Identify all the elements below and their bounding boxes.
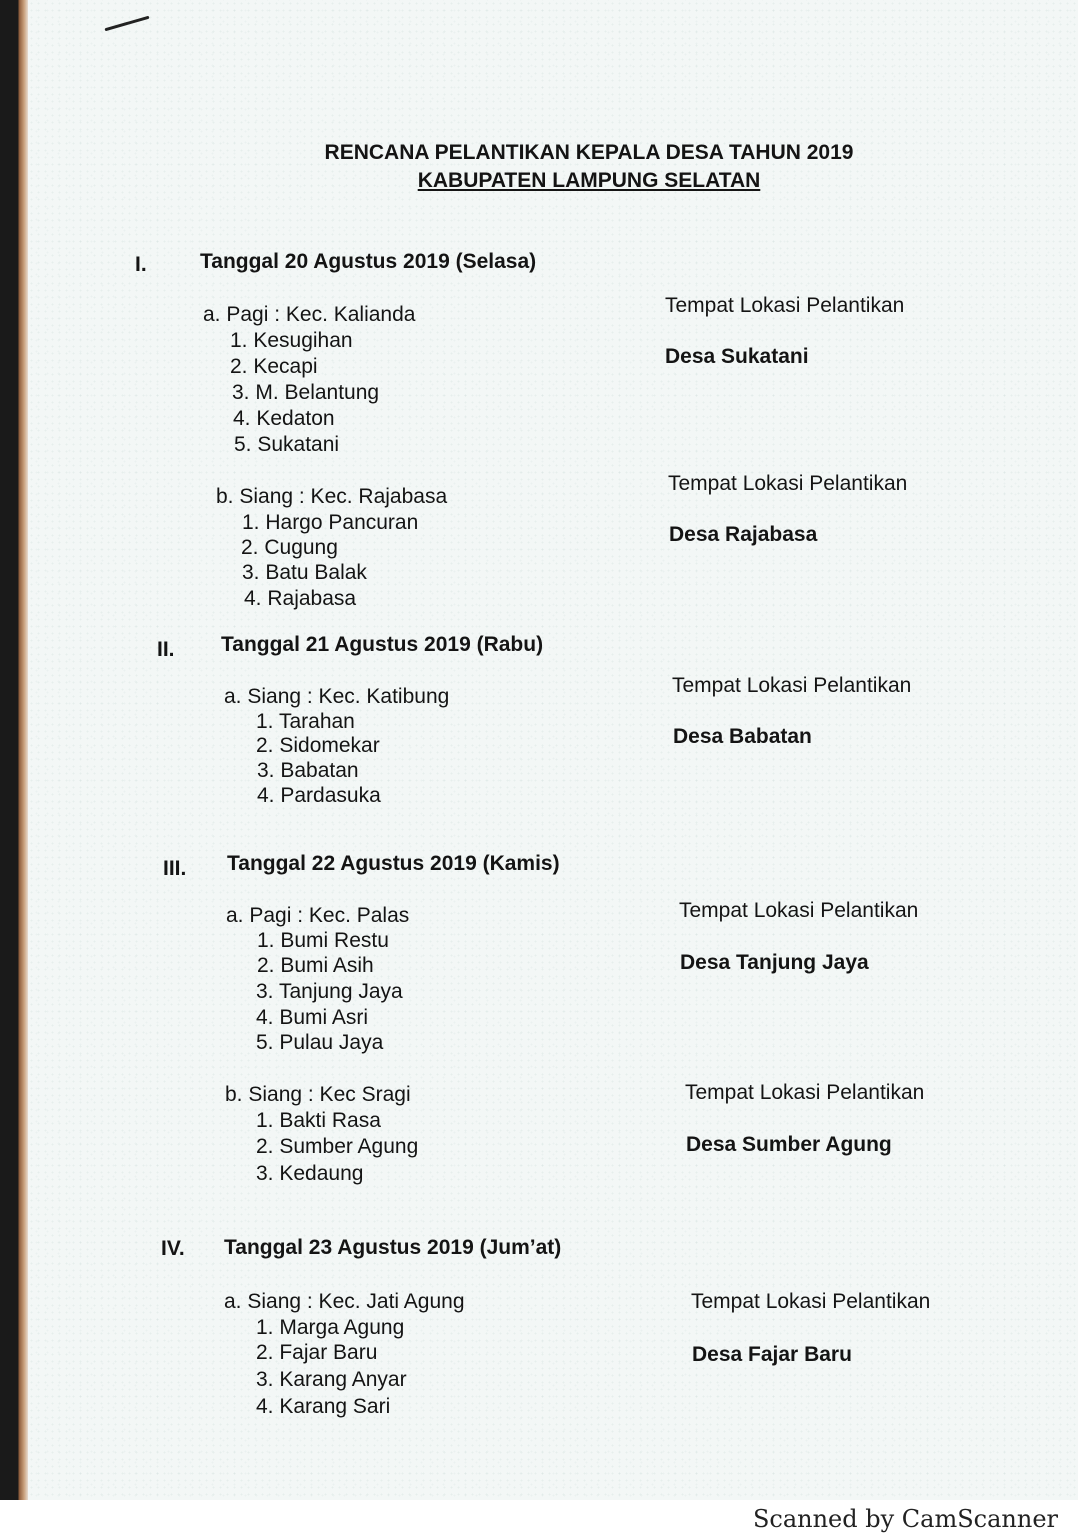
list-item: 5. Pulau Jaya [256, 1031, 384, 1054]
section-1-date: Tanggal 20 Agustus 2019 (Selasa) [200, 250, 537, 273]
document-title: RENCANA PELANTIKAN KEPALA DESA TAHUN 2019 [324, 141, 854, 164]
section-3-group-a-location-label: Tempat Lokasi Pelantikan [679, 899, 919, 922]
section-3-group-a-location: Desa Tanjung Jaya [680, 951, 869, 974]
section-4-numeral: IV. [161, 1237, 185, 1260]
list-item: 3. Babatan [257, 759, 359, 782]
list-item: 1. Bumi Restu [257, 929, 389, 952]
section-2-group-a-location-label: Tempat Lokasi Pelantikan [672, 674, 912, 697]
list-item: 1. Tarahan [256, 710, 355, 733]
section-3-numeral: III. [163, 857, 187, 880]
section-1-group-a-location-label: Tempat Lokasi Pelantikan [665, 294, 905, 317]
document-subtitle: KABUPATEN LAMPUNG SELATAN [417, 169, 761, 192]
section-2-group-a-location: Desa Babatan [673, 725, 812, 748]
section-1-group-b-location-label: Tempat Lokasi Pelantikan [668, 472, 908, 495]
scan-left-edge [0, 0, 28, 1500]
section-3-date: Tanggal 22 Agustus 2019 (Kamis) [227, 852, 560, 875]
section-2-group-a-label: a. Siang : Kec. Katibung [224, 685, 450, 708]
section-2-date: Tanggal 21 Agustus 2019 (Rabu) [221, 633, 544, 656]
list-item: 2. Sidomekar [256, 734, 380, 757]
section-1-group-a-location: Desa Sukatani [665, 345, 809, 368]
list-item: 3. Tanjung Jaya [256, 980, 403, 1003]
section-4-date: Tanggal 23 Agustus 2019 (Jum’at) [224, 1236, 562, 1259]
section-1-group-b-location: Desa Rajabasa [669, 523, 818, 546]
list-item: 1. Hargo Pancuran [242, 511, 419, 534]
list-item: 3. Kedaung [256, 1162, 364, 1185]
section-2-numeral: II. [157, 638, 175, 661]
list-item: 3. M. Belantung [232, 381, 380, 404]
list-item: 2. Sumber Agung [256, 1135, 419, 1158]
list-item: 1. Kesugihan [230, 329, 353, 352]
list-item: 2. Cugung [241, 536, 338, 559]
list-item: 4. Pardasuka [257, 784, 381, 807]
paper-sheet [28, 0, 1078, 1500]
section-1-numeral: I. [135, 253, 147, 276]
section-1-group-b-label: b. Siang : Kec. Rajabasa [216, 485, 448, 508]
list-item: 2. Bumi Asih [257, 954, 374, 977]
list-item: 2. Kecapi [230, 355, 318, 378]
list-item: 4. Karang Sari [256, 1395, 391, 1418]
list-item: 1. Marga Agung [256, 1316, 405, 1339]
list-item: 3. Karang Anyar [256, 1368, 407, 1391]
section-3-group-b-location: Desa Sumber Agung [686, 1133, 892, 1156]
list-item: 4. Rajabasa [244, 587, 357, 610]
section-3-group-a-label: a. Pagi : Kec. Palas [226, 904, 410, 927]
section-4-group-a-location: Desa Fajar Baru [692, 1343, 852, 1366]
section-1-group-a-label: a. Pagi : Kec. Kalianda [203, 303, 416, 326]
list-item: 5. Sukatani [234, 433, 340, 456]
section-3-group-b-label: b. Siang : Kec Sragi [225, 1083, 411, 1106]
section-3-group-b-location-label: Tempat Lokasi Pelantikan [685, 1081, 925, 1104]
list-item: 3. Batu Balak [242, 561, 367, 584]
list-item: 2. Fajar Baru [256, 1341, 378, 1364]
scanner-watermark: Scanned by CamScanner [752, 1505, 1058, 1533]
section-4-group-a-location-label: Tempat Lokasi Pelantikan [691, 1290, 931, 1313]
list-item: 4. Bumi Asri [256, 1006, 369, 1029]
list-item: 4. Kedaton [233, 407, 335, 430]
list-item: 1. Bakti Rasa [256, 1109, 381, 1132]
section-4-group-a-label: a. Siang : Kec. Jati Agung [224, 1290, 465, 1313]
